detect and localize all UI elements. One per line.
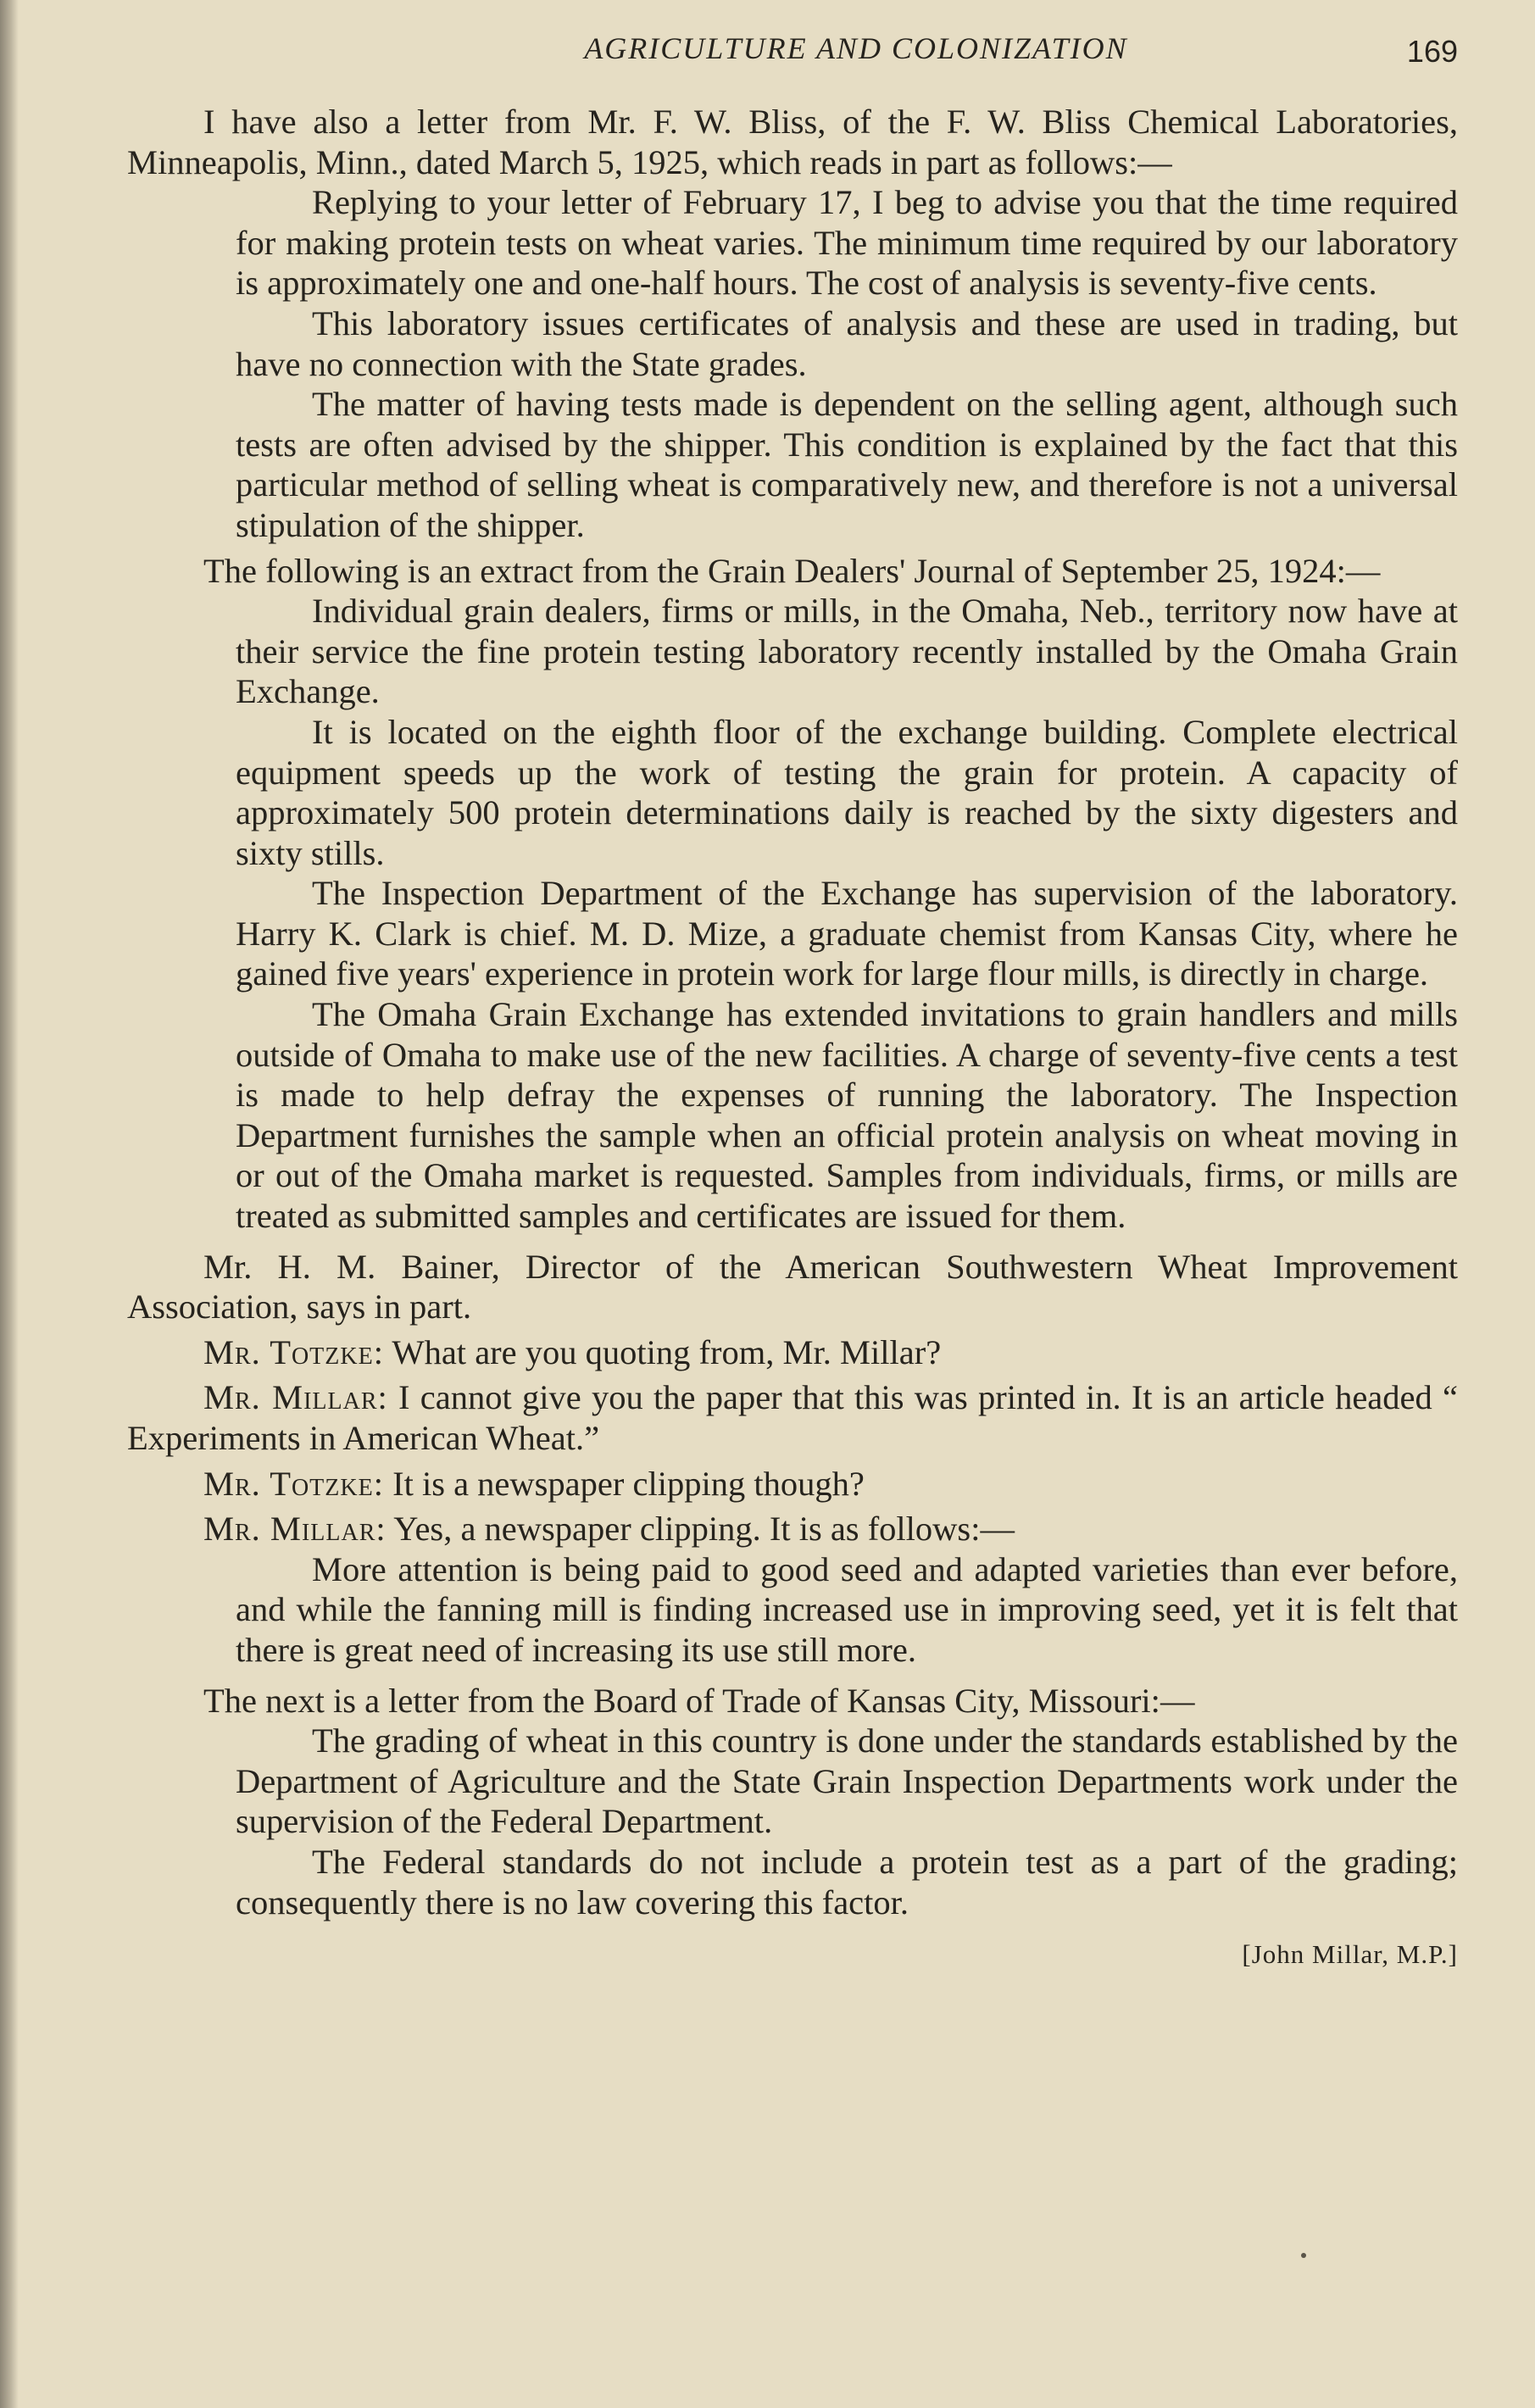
quote-bliss-2: This laboratory issues certificates of analysis and these are used in trading, but have no connection with the State grades.	[236, 303, 1458, 383]
quote-journal-2: It is located on the eighth floor of the exchange building. Complete electrical equipment speeds up the work of testing the grain for protein. A capacity of approximately 500 protein determinations daily is reached by the sixty digesters and sixty stills.	[236, 712, 1458, 872]
speaker-name: Mr. Millar:	[203, 1378, 388, 1417]
paragraph-journal-intro: The following is an extract from the Grain Dealers' Journal of September 25, 1924:—	[203, 551, 1381, 590]
quote-board-2: The Federal standards do not include a protein test as a part of the grading; consequently there is no law covering this factor.	[236, 1842, 1458, 1921]
quote-journal-3: The Inspection Department of the Exchange has supervision of the laboratory. Harry K. Clark is chief. M. D. Mize, a graduate chemist from Kansas City, where he gained five years' experience in protein work for large flour mills, is directly in charge.	[236, 874, 1458, 993]
speaker-name: Mr. Totzke:	[203, 1464, 384, 1503]
quote-bliss-3: The matter of having tests made is dependent on the selling agent, although such tests are often advised by the shipper. This condition is explained by the fact that this particular method of selling wheat is comparatively new, and therefore is not a universal stipulation of the shipper.	[236, 385, 1458, 544]
speaker-name: Mr. Totzke:	[203, 1332, 384, 1371]
page-number: 169	[1406, 34, 1458, 69]
quote-journal-4: The Omaha Grain Exchange has extended invitations to grain handlers and mills outside of Omaha to make use of the new facilities. A charge of seventy-five cents a test is made to help defray the expenses of running the laboratory. The Inspection Department furnishes the sample when an official protein analysis on wheat moving in or out of the Omaha market is requested. Samples from individuals, firms, or mills are treated as submitted samples and certificates are issued for them.	[236, 995, 1458, 1236]
paragraph-bainer: Mr. H. M. Bainer, Director of the American Southwestern Wheat Improvement Association, says in part.	[127, 1247, 1458, 1326]
speaker-name: Mr. Millar:	[203, 1510, 387, 1549]
quote-board-1: The grading of wheat in this country is done under the standards established by the Department of Agriculture and the State Grain Inspection Departments work under the supervision of the Federal Department.	[236, 1721, 1458, 1841]
document-page	[127, 31, 1458, 2370]
paper-speck	[1301, 2253, 1306, 2258]
paragraph-board-of-trade-intro: The next is a letter from the Board of Trade of Kansas City, Missouri:—	[203, 1681, 1195, 1720]
page-gutter-shadow	[0, 0, 19, 2408]
dialogue-text: What are you quoting from, Mr. Millar?	[392, 1332, 942, 1371]
dialogue-totzke-2	[127, 1464, 1458, 1504]
dialogue-totzke-1	[127, 1332, 1458, 1373]
dialogue-text: Yes, a newspaper clipping. It is as follows:—	[393, 1510, 1015, 1549]
dialogue-text: It is a newspaper clipping though?	[392, 1464, 865, 1503]
dialogue-millar-2	[127, 1509, 1458, 1549]
paragraph-bliss-intro: I have also a letter from Mr. F. W. Bliss, of the F. W. Bliss Chemical Laboratories, Minneapolis, Minn., dated March 5, 1925, which reads in part as follows:—	[127, 103, 1458, 181]
dialogue-millar-1	[127, 1377, 1458, 1458]
body-text	[127, 102, 1458, 1975]
quote-bliss-1: Replying to your letter of February 17, I beg to advise you that the time required for making protein tests on wheat varies. The minimum time required by our laboratory is approximately one and one-half hours. The cost of analysis is seventy-five cents.	[236, 183, 1458, 303]
quote-journal-1: Individual grain dealers, firms or mills, in the Omaha, Neb., territory now have at their service the fine protein testing laboratory recently installed by the Omaha Grain Exchange.	[236, 592, 1458, 711]
running-head: AGRICULTURE AND COLONIZATION	[584, 31, 1128, 65]
dialogue-text: I cannot give you the paper that this was printed in. It is an article headed “ Experiments in American Wheat.”	[127, 1378, 1458, 1457]
speaker-attribution: [John Millar, M.P.]	[1242, 1939, 1458, 1970]
quote-clipping: More attention is being paid to good seed and adapted varieties than ever before, and while the fanning mill is finding increased use in improving seed, yet it is felt that there is great need of increasing its use still more.	[236, 1549, 1458, 1669]
